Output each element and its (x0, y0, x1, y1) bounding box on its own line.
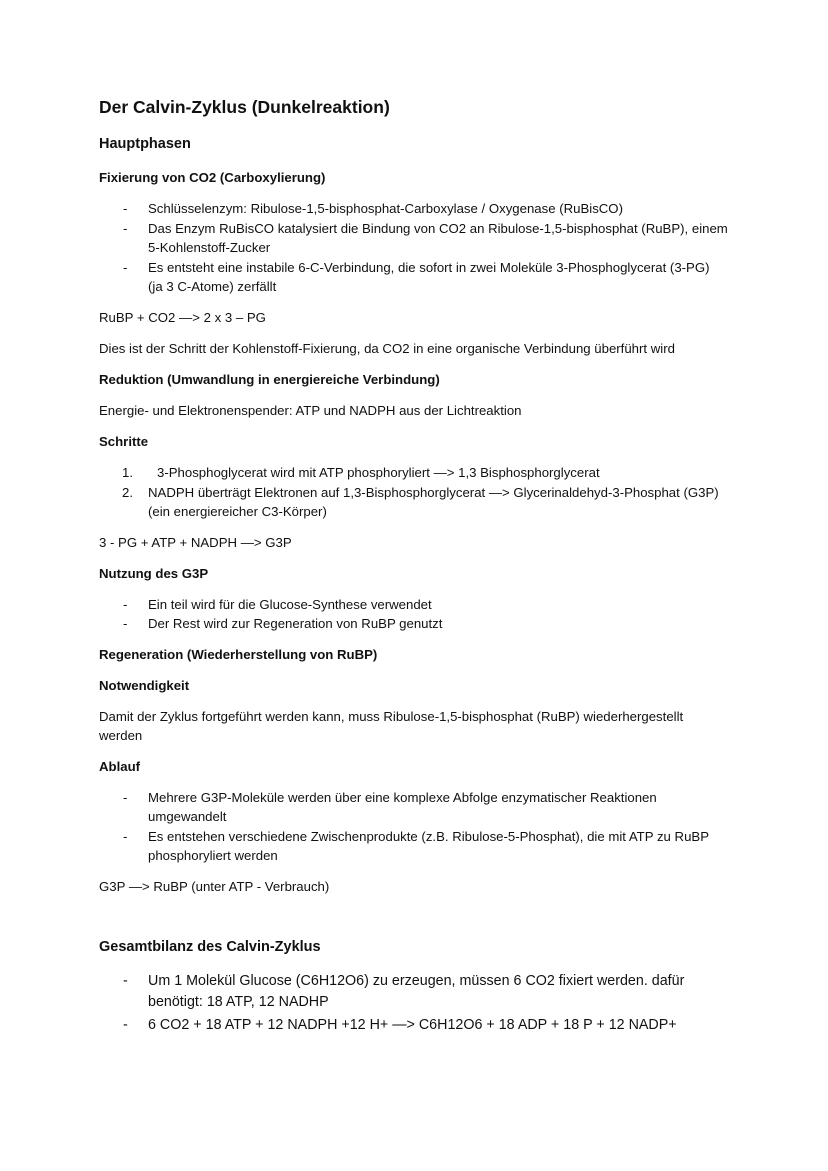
bullet-text: Es entstehen verschiedene Zwischenprodukte (z.B. Ribulose-5-Phosphat), die mit ATP zu RuBP (148, 829, 709, 844)
bullet-dash: - (123, 597, 128, 612)
subheading-notwendigkeit: Notwendigkeit (99, 678, 190, 693)
page-title: Der Calvin-Zyklus (Dunkelreaktion) (99, 97, 390, 117)
equation-regeneration: G3P —> RuBP (unter ATP - Verbrauch) (99, 879, 330, 894)
bullet-text-continuation: umgewandelt (148, 809, 227, 824)
bullet-dash: - (123, 829, 128, 844)
step-number: 1. (122, 465, 133, 480)
step-text-continuation: (ein energiereicher C3-Körper) (148, 504, 327, 519)
bullet-dash: - (123, 790, 128, 805)
bullet-text: Um 1 Molekül Glucose (C6H12O6) zu erzeugen, müssen 6 CO2 fixiert werden. dafür (148, 973, 685, 989)
paragraph-reduktion: Energie- und Elektronenspender: ATP und NADPH aus der Lichtreaktion (99, 403, 522, 418)
bullet-text-continuation: benötigt: 18 ATP, 12 NADHP (148, 994, 329, 1010)
equation-reduktion: 3 - PG + ATP + NADPH —> G3P (99, 535, 292, 550)
bullet-dash: - (123, 221, 128, 236)
step-text: NADPH überträgt Elektronen auf 1,3-Bisphosphorglycerat —> Glycerinaldehyd-3-Phosphat (G3P) (148, 485, 719, 500)
bullet-text: Es entsteht eine instabile 6-C-Verbindung, die sofort in zwei Moleküle 3-Phosphoglycerat (3-PG) (148, 260, 710, 275)
subheading-fixierung: Fixierung von CO2 (Carboxylierung) (99, 170, 326, 185)
bullet-text-continuation: 5-Kohlenstoff-Zucker (148, 240, 271, 255)
bullet-text: Ein teil wird für die Glucose-Synthese verwendet (148, 597, 432, 612)
bullet-dash: - (123, 260, 128, 275)
step-text: 3-Phosphoglycerat wird mit ATP phosphoryliert —> 1,3 Bisphosphorglycerat (157, 465, 600, 480)
subheading-reduktion: Reduktion (Umwandlung in energiereiche Verbindung) (99, 372, 440, 387)
bullet-text: 6 CO2 + 18 ATP + 12 NADPH +12 H+ —> C6H12O6 + 18 ADP + 18 P + 12 NADP+ (148, 1017, 677, 1033)
section-heading-gesamtbilanz: Gesamtbilanz des Calvin-Zyklus (99, 939, 321, 955)
bullet-text: Das Enzym RuBisCO katalysiert die Bindung von CO2 an Ribulose-1,5-bisphosphat (RuBP), einem (148, 221, 728, 236)
bullet-text-continuation: phosphoryliert werden (148, 848, 278, 863)
step-number: 2. (122, 485, 133, 500)
section-heading-hauptphasen: Hauptphasen (99, 136, 191, 152)
subheading-nutzung: Nutzung des G3P (99, 566, 209, 581)
bullet-dash: - (123, 616, 128, 631)
bullet-dash: - (123, 973, 128, 989)
equation-fixierung: RuBP + CO2 —> 2 x 3 – PG (99, 310, 266, 325)
bullet-text: Schlüsselenzym: Ribulose-1,5-bisphosphat-Carboxylase / Oxygenase (RuBisCO) (148, 201, 623, 216)
paragraph-fixierung-note: Dies ist der Schritt der Kohlenstoff-Fixierung, da CO2 in eine organische Verbindung überführt wird (99, 341, 675, 356)
subheading-schritte: Schritte (99, 434, 149, 449)
subheading-ablauf: Ablauf (99, 759, 141, 774)
bullet-text: Der Rest wird zur Regeneration von RuBP genutzt (148, 616, 443, 631)
bullet-text-continuation: (ja 3 C-Atome) zerfällt (148, 279, 277, 294)
subheading-regeneration: Regeneration (Wiederherstellung von RuBP) (99, 647, 378, 662)
bullet-dash: - (123, 201, 128, 216)
bullet-text: Mehrere G3P-Moleküle werden über eine komplexe Abfolge enzymatischer Reaktionen (148, 790, 657, 805)
paragraph-notwendigkeit-continuation: werden (99, 728, 143, 743)
bullet-dash: - (123, 1017, 128, 1033)
paragraph-notwendigkeit: Damit der Zyklus fortgeführt werden kann, muss Ribulose-1,5-bisphosphat (RuBP) wiederhergestellt (99, 709, 684, 724)
